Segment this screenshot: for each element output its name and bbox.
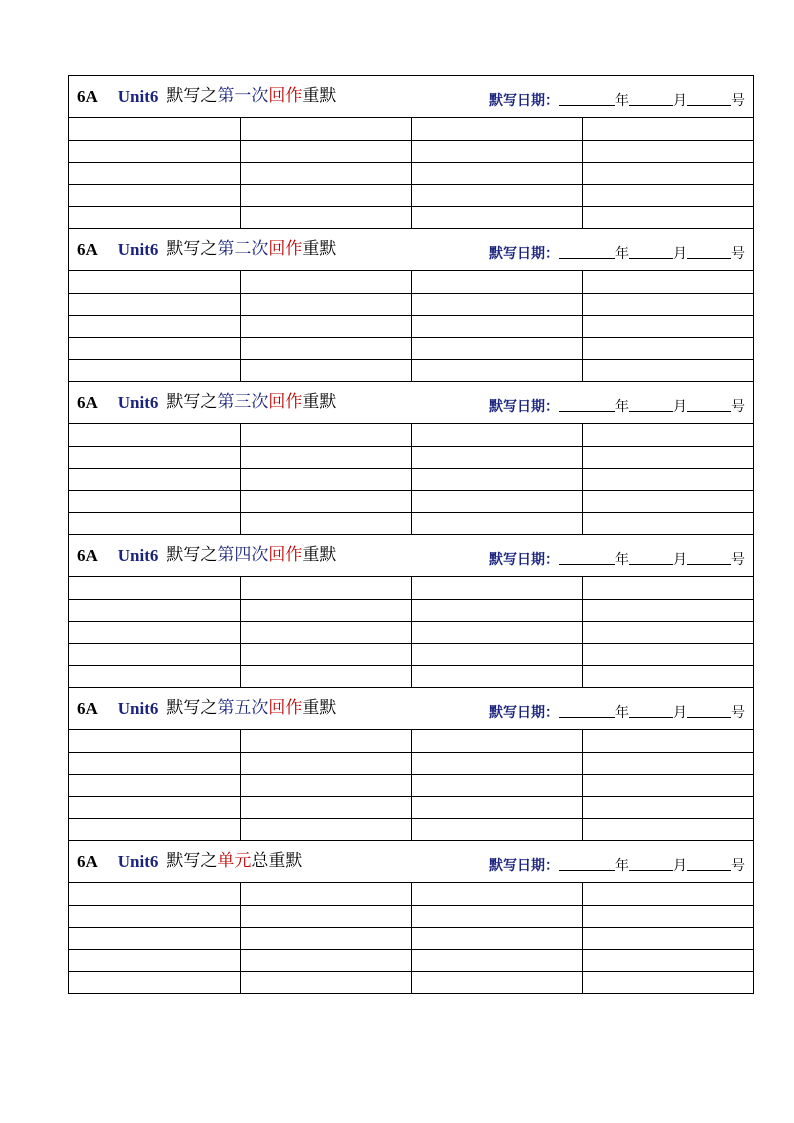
answer-cell[interactable] — [582, 206, 753, 228]
year-blank[interactable] — [559, 399, 615, 412]
answer-cell[interactable] — [411, 796, 582, 818]
answer-cell[interactable] — [411, 905, 582, 927]
answer-cell[interactable] — [240, 206, 411, 228]
section-title — [77, 547, 336, 564]
answer-cell[interactable] — [240, 184, 411, 206]
title-part-4: 重默 — [302, 239, 337, 259]
answer-cell[interactable] — [69, 818, 240, 840]
section-header — [69, 382, 753, 424]
unit-label: Unit6 — [117, 240, 159, 259]
answer-cell[interactable] — [240, 359, 411, 381]
answer-cell[interactable] — [582, 446, 753, 468]
answer-cell[interactable] — [69, 315, 240, 337]
dictation-section — [69, 535, 753, 688]
answer-cell[interactable] — [582, 599, 753, 621]
day-blank[interactable] — [687, 858, 731, 871]
answer-cell[interactable] — [411, 599, 582, 621]
year-label: 年 — [615, 551, 629, 568]
section-header — [69, 229, 753, 271]
answer-cell[interactable] — [411, 337, 582, 359]
title-part-4: 重默 — [302, 86, 337, 106]
answer-cell[interactable] — [240, 927, 411, 949]
answer-cell[interactable] — [240, 730, 411, 752]
answer-grid — [69, 118, 753, 228]
day-blank[interactable] — [687, 93, 731, 106]
answer-cell[interactable] — [69, 599, 240, 621]
section-title — [77, 700, 336, 717]
title-part-2: 第五次 — [217, 698, 269, 718]
title-part-3: 回作 — [268, 86, 303, 106]
dictation-section — [69, 229, 753, 382]
section-title — [77, 88, 336, 105]
answer-cell[interactable] — [69, 468, 240, 490]
unit-label: Unit6 — [117, 393, 159, 412]
title-part-3: 回作 — [268, 545, 303, 565]
grade-label: 6A — [77, 852, 98, 871]
year-label: 年 — [615, 92, 629, 109]
answer-cell[interactable] — [582, 643, 753, 665]
title-part-4: 重默 — [302, 698, 337, 718]
table-row — [69, 665, 753, 687]
answer-grid — [69, 730, 753, 840]
table-row — [69, 643, 753, 665]
answer-cell[interactable] — [411, 490, 582, 512]
date-label: 默写日期： — [489, 398, 559, 415]
dictation-sheet — [68, 75, 754, 994]
answer-cell[interactable] — [411, 883, 582, 905]
table-row — [69, 512, 753, 534]
answer-cell[interactable] — [582, 883, 753, 905]
answer-cell[interactable] — [240, 905, 411, 927]
answer-cell[interactable] — [582, 796, 753, 818]
answer-cell[interactable] — [69, 424, 240, 446]
title-part-3: 单元 — [217, 851, 252, 871]
unit-label: Unit6 — [117, 699, 159, 718]
table-row — [69, 883, 753, 905]
answer-cell[interactable] — [411, 577, 582, 599]
year-blank[interactable] — [559, 858, 615, 871]
answer-cell[interactable] — [582, 577, 753, 599]
year-blank[interactable] — [559, 246, 615, 259]
answer-cell[interactable] — [69, 730, 240, 752]
section-header — [69, 841, 753, 883]
answer-cell[interactable] — [411, 446, 582, 468]
answer-cell[interactable] — [582, 293, 753, 315]
table-row — [69, 315, 753, 337]
table-row — [69, 730, 753, 752]
answer-cell[interactable] — [240, 512, 411, 534]
answer-cell[interactable] — [69, 162, 240, 184]
answer-cell[interactable] — [69, 971, 240, 993]
table-row — [69, 577, 753, 599]
dictation-section — [69, 688, 753, 841]
date-label: 默写日期： — [489, 551, 559, 568]
answer-cell[interactable] — [69, 665, 240, 687]
answer-cell[interactable] — [411, 927, 582, 949]
month-blank[interactable] — [629, 552, 673, 565]
year-label: 年 — [615, 398, 629, 415]
answer-cell[interactable] — [582, 730, 753, 752]
day-label: 号 — [731, 704, 745, 721]
answer-cell[interactable] — [411, 424, 582, 446]
answer-cell[interactable] — [240, 796, 411, 818]
answer-cell[interactable] — [69, 271, 240, 293]
answer-cell[interactable] — [69, 643, 240, 665]
answer-cell[interactable] — [582, 774, 753, 796]
grade-label: 6A — [77, 240, 98, 259]
unit-label: Unit6 — [117, 546, 159, 565]
answer-cell[interactable] — [411, 949, 582, 971]
title-part-4: 重默 — [302, 392, 337, 412]
month-label: 月 — [673, 551, 687, 568]
answer-cell[interactable] — [69, 293, 240, 315]
grade-label: 6A — [77, 546, 98, 565]
answer-cell[interactable] — [240, 315, 411, 337]
answer-cell[interactable] — [411, 752, 582, 774]
day-label: 号 — [731, 398, 745, 415]
unit-label: Unit6 — [117, 87, 159, 106]
answer-cell[interactable] — [240, 665, 411, 687]
section-title — [77, 241, 336, 258]
date-field — [489, 696, 745, 722]
table-row — [69, 468, 753, 490]
year-blank[interactable] — [559, 705, 615, 718]
title-part-1: 默写之 — [166, 392, 218, 412]
answer-cell[interactable] — [240, 271, 411, 293]
date-label: 默写日期： — [489, 92, 559, 109]
answer-cell[interactable] — [582, 949, 753, 971]
answer-cell[interactable] — [240, 162, 411, 184]
answer-cell[interactable] — [411, 621, 582, 643]
answer-cell[interactable] — [582, 512, 753, 534]
answer-cell[interactable] — [411, 665, 582, 687]
day-label: 号 — [731, 551, 745, 568]
answer-grid — [69, 577, 753, 687]
month-label: 月 — [673, 704, 687, 721]
title-part-2: 第三次 — [217, 392, 269, 412]
year-blank[interactable] — [559, 552, 615, 565]
answer-cell[interactable] — [240, 752, 411, 774]
grade-label: 6A — [77, 393, 98, 412]
answer-cell[interactable] — [69, 949, 240, 971]
title-part-1: 默写之 — [166, 698, 218, 718]
answer-cell[interactable] — [582, 490, 753, 512]
answer-cell[interactable] — [582, 927, 753, 949]
table-row — [69, 184, 753, 206]
table-row — [69, 359, 753, 381]
month-label: 月 — [673, 857, 687, 874]
answer-cell[interactable] — [582, 665, 753, 687]
answer-cell[interactable] — [69, 577, 240, 599]
dictation-section — [69, 841, 753, 993]
year-label: 年 — [615, 857, 629, 874]
answer-cell[interactable] — [240, 118, 411, 140]
section-header — [69, 76, 753, 118]
table-row — [69, 271, 753, 293]
answer-cell[interactable] — [240, 140, 411, 162]
dictation-section — [69, 382, 753, 535]
unit-label: Unit6 — [117, 852, 159, 871]
answer-cell[interactable] — [582, 424, 753, 446]
title-part-1: 默写之 — [166, 545, 218, 565]
date-field — [489, 543, 745, 569]
day-label: 号 — [731, 245, 745, 262]
answer-cell[interactable] — [582, 315, 753, 337]
answer-cell[interactable] — [240, 621, 411, 643]
answer-cell[interactable] — [582, 184, 753, 206]
title-part-2: 第四次 — [217, 545, 269, 565]
date-label: 默写日期： — [489, 704, 559, 721]
answer-cell[interactable] — [69, 490, 240, 512]
answer-cell[interactable] — [240, 643, 411, 665]
table-row — [69, 774, 753, 796]
answer-cell[interactable] — [582, 752, 753, 774]
answer-cell[interactable] — [411, 730, 582, 752]
answer-cell[interactable] — [240, 599, 411, 621]
year-label: 年 — [615, 704, 629, 721]
answer-cell[interactable] — [411, 818, 582, 840]
title-part-2: 第二次 — [217, 239, 269, 259]
answer-cell[interactable] — [69, 927, 240, 949]
answer-cell[interactable] — [582, 271, 753, 293]
answer-grid — [69, 424, 753, 534]
answer-cell[interactable] — [240, 971, 411, 993]
answer-cell[interactable] — [69, 621, 240, 643]
table-row — [69, 446, 753, 468]
answer-cell[interactable] — [582, 162, 753, 184]
answer-cell[interactable] — [582, 337, 753, 359]
month-label: 月 — [673, 398, 687, 415]
table-row — [69, 796, 753, 818]
answer-cell[interactable] — [69, 752, 240, 774]
month-blank[interactable] — [629, 858, 673, 871]
answer-cell[interactable] — [69, 337, 240, 359]
answer-cell[interactable] — [69, 118, 240, 140]
table-row — [69, 949, 753, 971]
table-row — [69, 293, 753, 315]
section-title — [77, 853, 302, 870]
dictation-section — [69, 76, 753, 229]
table-row — [69, 337, 753, 359]
answer-cell[interactable] — [411, 162, 582, 184]
table-row — [69, 818, 753, 840]
answer-cell[interactable] — [69, 359, 240, 381]
answer-cell[interactable] — [582, 359, 753, 381]
month-label: 月 — [673, 92, 687, 109]
answer-cell[interactable] — [411, 118, 582, 140]
answer-cell[interactable] — [69, 883, 240, 905]
table-row — [69, 424, 753, 446]
answer-cell[interactable] — [240, 293, 411, 315]
answer-cell[interactable] — [69, 446, 240, 468]
answer-cell[interactable] — [240, 577, 411, 599]
answer-cell[interactable] — [240, 468, 411, 490]
answer-cell[interactable] — [69, 905, 240, 927]
title-part-4: 重默 — [302, 545, 337, 565]
date-field — [489, 84, 745, 110]
month-blank[interactable] — [629, 93, 673, 106]
table-row — [69, 118, 753, 140]
month-blank[interactable] — [629, 399, 673, 412]
answer-cell[interactable] — [411, 206, 582, 228]
date-field — [489, 849, 745, 875]
table-row — [69, 162, 753, 184]
date-field — [489, 237, 745, 263]
answer-cell[interactable] — [240, 490, 411, 512]
title-part-1: 默写之 — [166, 86, 218, 106]
date-label: 默写日期： — [489, 857, 559, 874]
answer-cell[interactable] — [240, 818, 411, 840]
month-blank[interactable] — [629, 705, 673, 718]
date-field — [489, 390, 745, 416]
day-blank[interactable] — [687, 705, 731, 718]
date-label: 默写日期： — [489, 245, 559, 262]
answer-grid — [69, 271, 753, 381]
answer-cell[interactable] — [240, 949, 411, 971]
answer-cell[interactable] — [411, 140, 582, 162]
day-blank[interactable] — [687, 552, 731, 565]
answer-cell[interactable] — [240, 424, 411, 446]
year-blank[interactable] — [559, 93, 615, 106]
day-label: 号 — [731, 857, 745, 874]
answer-cell[interactable] — [69, 140, 240, 162]
table-row — [69, 140, 753, 162]
answer-cell[interactable] — [582, 818, 753, 840]
day-label: 号 — [731, 92, 745, 109]
answer-cell[interactable] — [69, 184, 240, 206]
year-label: 年 — [615, 245, 629, 262]
section-title — [77, 394, 336, 411]
table-row — [69, 752, 753, 774]
month-label: 月 — [673, 245, 687, 262]
day-blank[interactable] — [687, 246, 731, 259]
answer-cell[interactable] — [411, 315, 582, 337]
answer-grid — [69, 883, 753, 993]
table-row — [69, 927, 753, 949]
answer-cell[interactable] — [582, 468, 753, 490]
answer-cell[interactable] — [582, 118, 753, 140]
day-blank[interactable] — [687, 399, 731, 412]
answer-cell[interactable] — [411, 271, 582, 293]
answer-cell[interactable] — [240, 446, 411, 468]
answer-cell[interactable] — [411, 512, 582, 534]
title-part-4: 总重默 — [251, 851, 303, 871]
table-row — [69, 971, 753, 993]
answer-cell[interactable] — [69, 206, 240, 228]
title-part-1: 默写之 — [166, 851, 218, 871]
answer-cell[interactable] — [69, 796, 240, 818]
title-part-1: 默写之 — [166, 239, 218, 259]
answer-cell[interactable] — [411, 359, 582, 381]
title-part-3: 回作 — [268, 698, 303, 718]
answer-cell[interactable] — [582, 971, 753, 993]
answer-cell[interactable] — [240, 883, 411, 905]
title-part-3: 回作 — [268, 392, 303, 412]
table-row — [69, 599, 753, 621]
table-row — [69, 621, 753, 643]
table-row — [69, 490, 753, 512]
answer-cell[interactable] — [582, 621, 753, 643]
section-header — [69, 688, 753, 730]
answer-cell[interactable] — [411, 184, 582, 206]
answer-cell[interactable] — [69, 512, 240, 534]
answer-cell[interactable] — [411, 774, 582, 796]
answer-cell[interactable] — [69, 774, 240, 796]
section-header — [69, 535, 753, 577]
month-blank[interactable] — [629, 246, 673, 259]
title-part-3: 回作 — [268, 239, 303, 259]
title-part-2: 第一次 — [217, 86, 269, 106]
answer-cell[interactable] — [240, 337, 411, 359]
answer-cell[interactable] — [411, 643, 582, 665]
grade-label: 6A — [77, 87, 98, 106]
grade-label: 6A — [77, 699, 98, 718]
table-row — [69, 206, 753, 228]
answer-cell[interactable] — [582, 905, 753, 927]
answer-cell[interactable] — [411, 971, 582, 993]
answer-cell[interactable] — [240, 774, 411, 796]
answer-cell[interactable] — [582, 140, 753, 162]
answer-cell[interactable] — [411, 293, 582, 315]
answer-cell[interactable] — [411, 468, 582, 490]
table-row — [69, 905, 753, 927]
